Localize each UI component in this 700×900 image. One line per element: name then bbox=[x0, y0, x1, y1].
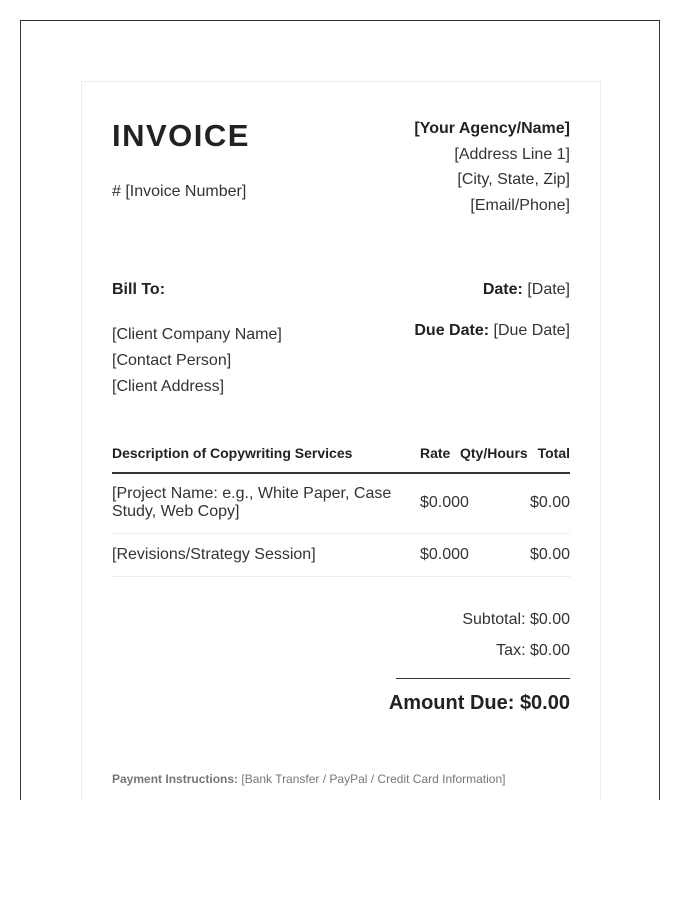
amount-due-divider bbox=[396, 678, 570, 679]
invoice-title: INVOICE bbox=[112, 118, 250, 153]
client-block bbox=[112, 322, 282, 400]
agency-city: [City, State, Zip] bbox=[457, 171, 570, 188]
subtotal: Subtotal: $0.00 bbox=[462, 611, 570, 628]
due-date-row bbox=[414, 322, 570, 363]
row-rate: $0.00 bbox=[420, 494, 461, 511]
table-row bbox=[112, 474, 570, 534]
payment-value: [Bank Transfer / PayPal / Credit Card Information] bbox=[241, 772, 506, 786]
date-value: [Date] bbox=[527, 281, 570, 298]
row-qty: 0 bbox=[460, 546, 469, 563]
client-address: [Client Address] bbox=[112, 378, 225, 395]
due-date-label: Due Date: bbox=[414, 322, 490, 339]
bill-to-label: Bill To: bbox=[112, 281, 166, 298]
row-description bbox=[112, 485, 402, 521]
row-rate-qty bbox=[420, 546, 469, 564]
table-row bbox=[112, 534, 570, 577]
payment-label: Payment Instructions: bbox=[112, 772, 239, 786]
payment-instructions bbox=[112, 772, 506, 786]
row-total: $0.00 bbox=[529, 546, 570, 563]
due-date-value: [Due Date] bbox=[493, 322, 570, 339]
row-description: [Revisions/Strategy Session] bbox=[112, 546, 316, 563]
header-total: Total bbox=[537, 445, 570, 461]
client-contact: [Contact Person] bbox=[112, 352, 232, 369]
row-total: $0.00 bbox=[529, 494, 570, 511]
client-company: [Client Company Name] bbox=[112, 326, 282, 343]
row-description-line: Study, Web Copy] bbox=[112, 503, 240, 520]
amount-due: Amount Due: $0.00 bbox=[388, 692, 570, 714]
date-label: Date: bbox=[482, 281, 523, 298]
agency-contact: [Email/Phone] bbox=[470, 196, 570, 214]
date-row bbox=[414, 281, 570, 322]
agency-block bbox=[414, 116, 570, 218]
header-qty: Qty/Hours bbox=[460, 445, 528, 461]
header-rate: Rate bbox=[420, 445, 451, 461]
agency-address: [Address Line 1] bbox=[454, 145, 570, 163]
header-description: Description of Copywriting Services bbox=[112, 445, 353, 461]
row-rate-qty bbox=[420, 494, 469, 512]
invoice-number: # [Invoice Number] bbox=[112, 183, 247, 200]
dates-block bbox=[414, 281, 570, 363]
agency-name: [Your Agency/Name] bbox=[414, 120, 570, 137]
tax: Tax: $0.00 bbox=[496, 642, 570, 659]
table-header bbox=[112, 444, 570, 474]
row-description-line: [Project Name: e.g., White Paper, Case bbox=[112, 485, 392, 502]
row-qty: 0 bbox=[460, 494, 469, 511]
row-rate: $0.00 bbox=[420, 546, 461, 563]
